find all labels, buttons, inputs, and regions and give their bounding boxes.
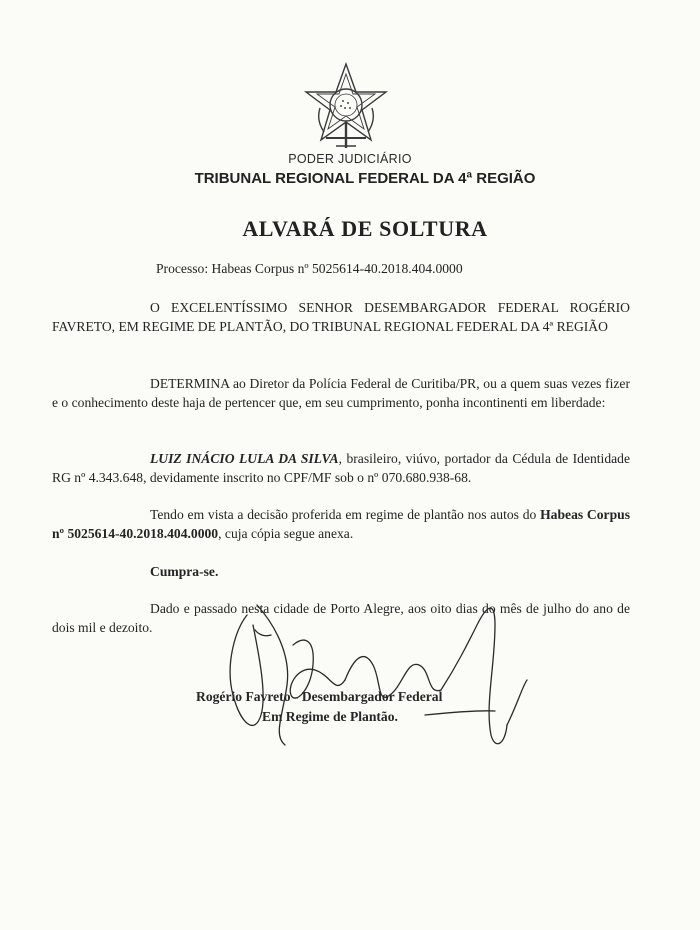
header-poder-judiciario: PODER JUDICIÁRIO	[288, 152, 412, 166]
closing-paragraph	[52, 599, 630, 637]
cumpra-se: Cumpra-se.	[150, 564, 219, 579]
decision-text-start: Tendo em vista a decisão proferida em regime de plantão nos autos do	[150, 507, 541, 522]
authority-paragraph	[52, 298, 630, 336]
decision-paragraph	[52, 505, 630, 543]
processo-line: Processo: Habeas Corpus nº 5025614-40.2018.404.0000	[156, 261, 463, 276]
determina-text: DETERMINA ao Diretor da Polícia Federal de Curitiba/PR, ou a quem suas vezes fizer e o conhecimento deste haja de pertencer que, em seu cumprimento, ponha incontinenti em liberdade:	[52, 376, 630, 410]
coat-of-arms-seal	[296, 60, 396, 152]
beneficiary-details: , brasileiro, viúvo, portador da Cédula de Identidade RG nº 4.343.648, devidamente inscrito no CPF/MF sob o nº 070.680.938-68.	[52, 451, 630, 485]
determina-paragraph	[52, 374, 630, 412]
signatory-role: Em Regime de Plantão.	[262, 709, 398, 724]
header-tribunal-name: TRIBUNAL REGIONAL FEDERAL DA 4ª REGIÃO	[194, 170, 536, 187]
beneficiary-name: LUIZ INÁCIO LULA DA SILVA	[150, 451, 339, 466]
decision-case-number: Habeas Corpus nº 5025614-40.2018.404.0000	[52, 507, 630, 541]
closing-text: Dado e passado nesta cidade de Porto Alegre, aos oito dias do mês de julho do ano de dois mil e dezoito.	[52, 601, 630, 635]
beneficiary-paragraph	[52, 449, 630, 487]
decision-text-end: , cuja cópia segue anexa.	[218, 526, 354, 541]
document-title: ALVARÁ DE SOLTURA	[242, 216, 488, 241]
signatory-name: Rogério Favreto - Desembargador Federal	[196, 689, 443, 704]
authority-text: O EXCELENTÍSSIMO SENHOR DESEMBARGADOR FEDERAL ROGÉRIO FAVRETO, EM REGIME DE PLANTÃO, DO TRIBUNAL REGIONAL FEDERAL DA 4ª REGIÃO	[52, 300, 630, 334]
